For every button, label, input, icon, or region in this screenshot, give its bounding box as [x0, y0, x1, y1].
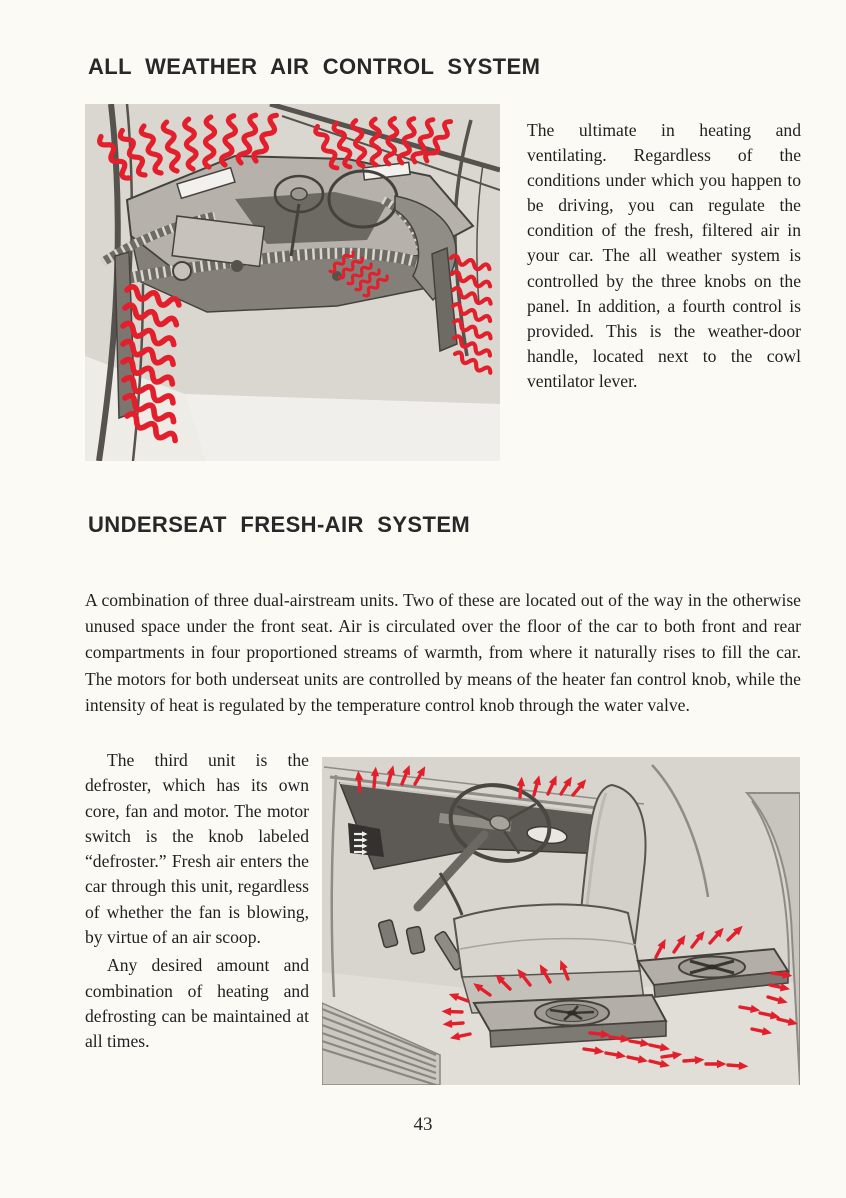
dashboard-airflow-illustration	[85, 104, 500, 461]
section2-left-column	[85, 748, 309, 1055]
section2-heading: UNDERSEAT FRESH-AIR SYSTEM	[88, 512, 471, 537]
section1-body: The ultimate in heating and ventilating. Regardless of the conditions under which you happen to be driving, you can regulate the condition of the fresh, filtered air in your car. The all weather system is controlled by the three knobs on the panel. In addition, a fourth control is provided. This is the weather-door handle, located next to the cowl ventilator lever.	[527, 120, 801, 391]
underseat-illustration-svg	[322, 757, 800, 1085]
section1-heading: ALL WEATHER AIR CONTROL SYSTEM	[88, 54, 541, 79]
section2-intro: A combination of three dual-airstream units. Two of these are located out of the way in the otherwise unused space under the front seat. Air is circulated over the floor of the car to both front and rear compartments in four proportioned streams of warmth, from where it naturally rises to fill the car. The motors for both underseat units are controlled by means of the heater fan control knob, while the intensity of heat is regulated by the temperature control knob through the water valve.	[85, 590, 801, 715]
section2-paragraph-combination: Any desired amount and combination of heating and defrosting can be maintained at all times.	[85, 955, 309, 1052]
page-number: 43	[413, 1114, 433, 1135]
underseat-heaters-illustration	[322, 757, 800, 1085]
section2-paragraph-defroster: The third unit is the defroster, which has its own core, fan and motor. The motor switch is the knob labeled “defroster.” Fresh air enters the car through this unit, regardless of whether the fan is blowing, by virtue of an air scoop.	[85, 750, 309, 948]
dashboard-illustration-svg	[85, 104, 500, 461]
